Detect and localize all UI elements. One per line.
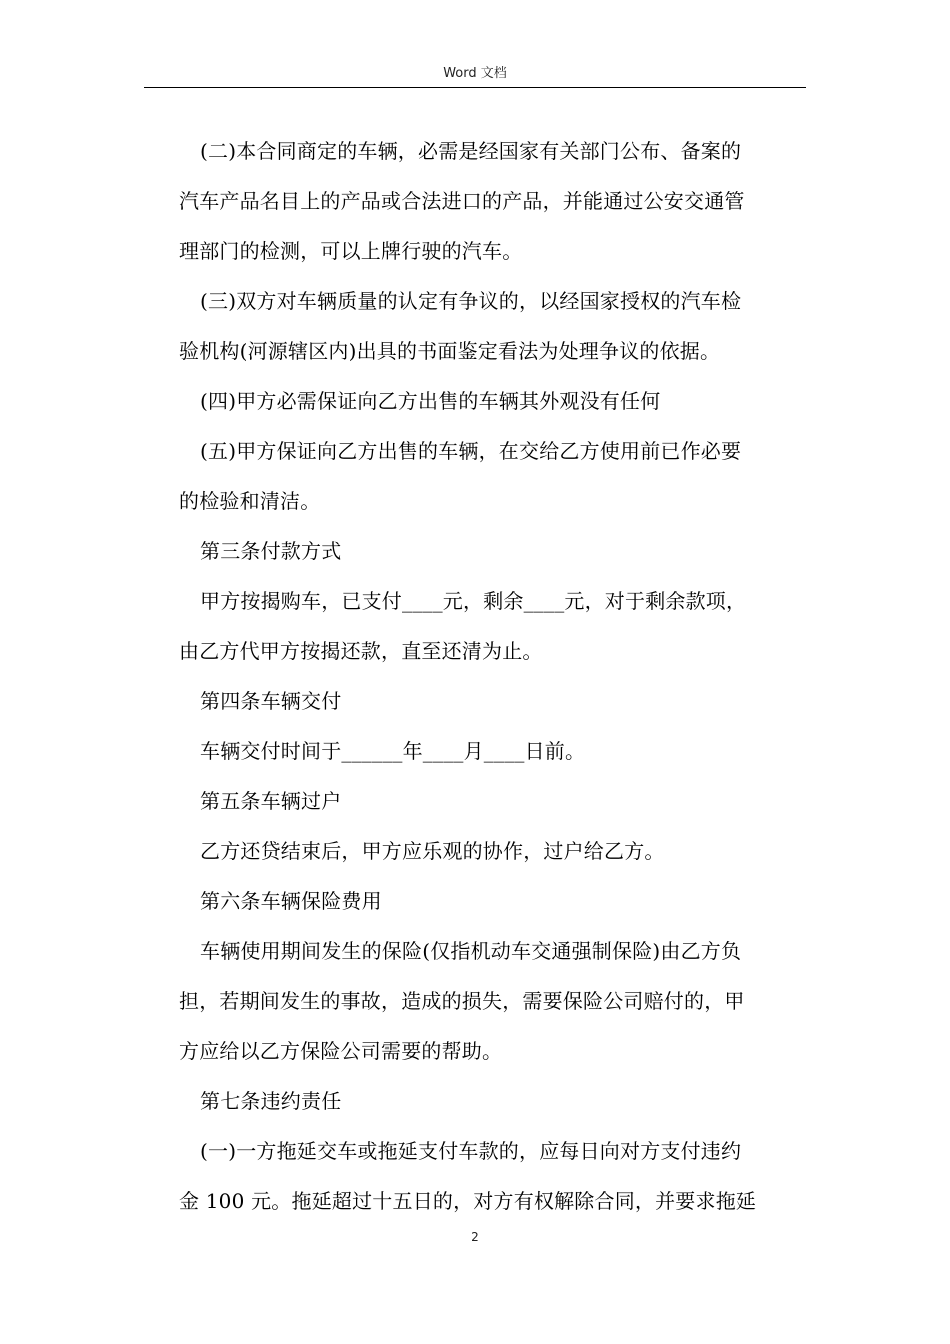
text-line: (一)一方拖延交车或拖延支付车款的，应每日向对方支付违约 <box>200 1139 742 1163</box>
text-line: 甲方按揭购车，已支付____元，剩余____元，对于剩余款项， <box>200 589 747 613</box>
section-heading: 第四条车辆交付 <box>200 689 342 713</box>
section-heading: 第六条车辆保险费用 <box>200 889 382 913</box>
page-header-title: Word 文档 <box>443 66 507 81</box>
section-heading: 第五条车辆过户 <box>200 789 342 813</box>
text-line: 验机构(河源辖区内)出具的书面鉴定看法为处理争议的依据。 <box>179 339 721 363</box>
text-line: 由乙方代甲方按揭还款，直至还清为止。 <box>179 639 543 663</box>
text-line: 理部门的检测，可以上牌行驶的汽车。 <box>179 239 523 263</box>
text-line: 车辆交付时间于______年____月____日前。 <box>200 739 586 763</box>
text-line: 车辆使用期间发生的保险(仅指机动车交通强制保险)由乙方负 <box>200 939 742 963</box>
page-number: 2 <box>471 1230 479 1244</box>
text-line: 汽车产品名目上的产品或合法进口的产品，并能通过公安交通管 <box>179 189 745 213</box>
text-line: 方应给以乙方保险公司需要的帮助。 <box>179 1039 503 1063</box>
section-heading: 第七条违约责任 <box>200 1089 342 1113</box>
header-divider <box>144 87 806 88</box>
text-line: 金 100 元。拖延超过十五日的，对方有权解除合同，并要求拖延 <box>179 1189 757 1213</box>
section-heading: 第三条付款方式 <box>200 539 342 563</box>
text-line: (二)本合同商定的车辆，必需是经国家有关部门公布、备案的 <box>200 139 742 163</box>
text-line: 担，若期间发生的事故，造成的损失，需要保险公司赔付的，甲 <box>179 989 745 1013</box>
text-line: (三)双方对车辆质量的认定有争议的，以经国家授权的汽车检 <box>200 289 742 313</box>
text-line: (四)甲方必需保证向乙方出售的车辆其外观没有任何 <box>200 389 661 413</box>
text-line: 的检验和清洁。 <box>179 489 321 513</box>
document-body <box>179 126 809 1226</box>
text-line: (五)甲方保证向乙方出售的车辆，在交给乙方使用前已作必要 <box>200 439 742 463</box>
text-line: 乙方还贷结束后，甲方应乐观的协作，过户给乙方。 <box>200 839 665 863</box>
